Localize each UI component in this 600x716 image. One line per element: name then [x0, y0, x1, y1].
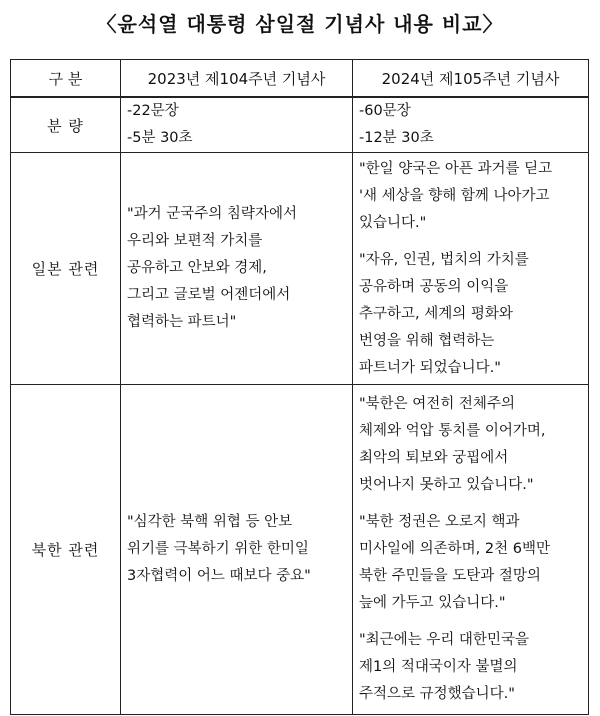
text-line: "자유, 인권, 법치의 가치를	[359, 251, 529, 268]
text-line: "최근에는 우리 대한민국을	[359, 632, 529, 648]
length-2024-cell	[353, 97, 589, 153]
text-line: 공유하고 안보와 경제,	[127, 260, 267, 276]
japan-2023-cell	[121, 153, 353, 385]
japan-2024-quote-1	[359, 156, 584, 237]
text-line: -22문장	[127, 103, 179, 119]
header-2023: 2023년 제104주년 기념사	[121, 60, 353, 98]
nk-2023-cell	[121, 385, 353, 715]
text-line: 위기를 극복하기 위한 한미일	[127, 541, 309, 557]
text-line: "북한은 여전히 전체주의	[359, 396, 515, 412]
table-row-length	[11, 97, 589, 153]
header-2024: 2024년 제105주년 기념사	[353, 60, 589, 98]
table-row-north-korea	[11, 385, 589, 715]
text-line: "심각한 북핵 위협 등 안보	[127, 514, 293, 530]
row-label-north-korea: 북한 관련	[11, 385, 121, 715]
text-line: -12분 30초	[359, 130, 434, 146]
row-label-length: 분 량	[11, 97, 121, 153]
text-line: "북한 정권은 오로지 핵과	[359, 514, 520, 530]
text-line: 미사일에 의존하며, 2천 6백만	[359, 541, 550, 557]
table-header-row	[11, 60, 589, 98]
comparison-table	[10, 59, 589, 715]
text-line: -60문장	[359, 103, 411, 119]
japan-2024-cell	[353, 153, 589, 385]
nk-2024-quote-1	[359, 391, 584, 499]
text-line: 우리와 보편적 가치를	[127, 233, 263, 249]
text-line: 협력하는 파트너"	[127, 314, 237, 330]
text-line: 벗어나지 못하고 있습니다."	[359, 477, 534, 493]
length-2023-cell	[121, 97, 353, 153]
text-line: 북한 주민들을 도탄과 절망의	[359, 568, 541, 584]
text-line: "한일 양국은 아픈 과거를 딛고	[359, 160, 553, 177]
nk-2024-quote-2	[359, 509, 584, 617]
text-line: -5분 30초	[127, 130, 193, 146]
japan-2023-quote	[127, 201, 348, 336]
text-line: 최악의 퇴보와 궁핍에서	[359, 450, 509, 466]
text-line: 추구하고, 세계의 평화와	[359, 305, 513, 322]
text-line: 그리고 글로벌 어젠더에서	[127, 287, 291, 303]
document-title: 〈윤석열 대통령 삼일절 기념사 내용 비교〉	[96, 12, 504, 36]
text-line: '새 세상을 향해 함께 나아가고	[359, 187, 550, 204]
text-line: 3자협력이 어느 때보다 중요"	[127, 568, 311, 584]
text-line: 공유하며 공동의 이익을	[359, 278, 509, 295]
nk-2023-quote	[127, 509, 348, 590]
text-line: "과거 군국주의 침략자에서	[127, 206, 297, 222]
length-2023-text	[127, 98, 348, 152]
length-2024-text	[359, 98, 584, 152]
text-line: 늪에 가두고 있습니다."	[359, 595, 506, 611]
table-row-japan	[11, 153, 589, 385]
text-line: 체제와 억압 통치를 이어가며,	[359, 423, 546, 439]
text-line: 파트너가 되었습니다."	[359, 359, 501, 376]
row-label-japan: 일본 관련	[11, 153, 121, 385]
nk-2024-quote-3	[359, 627, 584, 708]
japan-2024-quote-2	[359, 247, 584, 382]
text-line: 제1의 적대국이자 불멸의	[359, 659, 518, 675]
text-line: 있습니다."	[359, 214, 427, 231]
nk-2024-cell	[353, 385, 589, 715]
text-line: 주적으로 규정했습니다."	[359, 686, 515, 702]
text-line: 번영을 위해 협력하는	[359, 332, 495, 349]
header-category: 구 분	[11, 60, 121, 98]
